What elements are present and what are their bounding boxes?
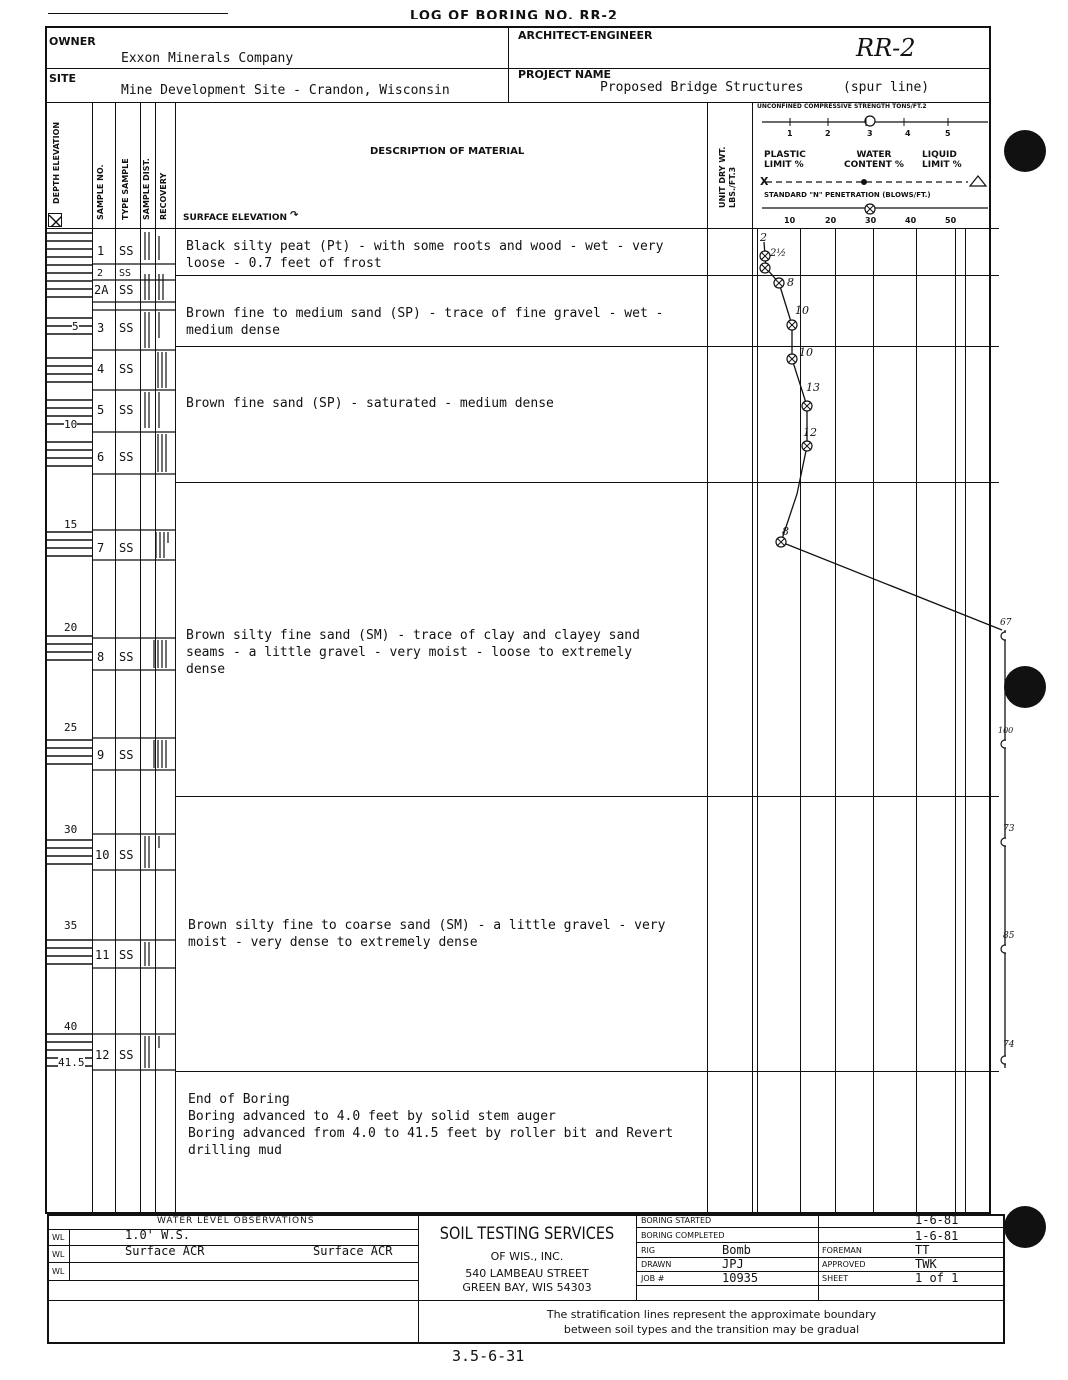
company-street: 540 LAMBEAU STREET [465,1267,589,1280]
blow-count-label: 8 [787,276,794,289]
wl-label: WL [52,1250,65,1259]
blow-count-label: 2½ [770,248,787,259]
sample-no: 1 [97,244,105,258]
sample-type: SS [119,268,132,279]
col-recovery: RECOVERY [159,172,168,220]
depth-40: 40 [64,1020,78,1033]
architect-label: ARCHITECT-ENGINEER [518,29,653,42]
binder-hole [1004,130,1046,172]
depth-41-5: 41.5 [58,1056,85,1069]
drawn-value: JPJ [722,1257,744,1271]
binder-hole [1004,1206,1046,1248]
stratum-description: Brown fine to medium sand (SP) - trace of fine gravel - wet - medium dense [186,306,664,338]
rig-value: Bomb [722,1243,751,1257]
sample-no: 12 [95,1048,110,1062]
blow-count-label: 74 [1003,1040,1015,1050]
company-sub: OF WIS., INC. [490,1250,564,1263]
blow-count-label: 8 [782,525,789,538]
x-symbol: X [760,175,769,188]
stratum-description: Black silty peat (Pt) - with some roots and wood - wet - very loose - 0.7 feet of frost [186,239,664,271]
blow-count-plot [752,228,1006,1078]
depth-corner-box [48,213,62,227]
description-header: DESCRIPTION OF MATERIAL [370,146,525,157]
foreman-value: TT [915,1243,930,1257]
sample-no: 2A [94,283,109,297]
sample-type: SS [119,244,134,258]
water-content-label: WATER CONTENT % [844,150,904,170]
stratum-description: Brown fine sand (SP) - saturated - medium dense [186,396,554,411]
standard-penetration-label: STANDARD "N" PENETRATION (BLOWS/FT.) [764,191,931,199]
stratum-description: Brown silty fine to coarse sand (SM) - a little gravel - very moist - very dense to extremely dense [188,918,666,950]
unconfined-label: UNCONFINED COMPRESSIVE STRENGTH TONS/FT.2 [757,103,927,110]
depth-25: 25 [64,721,78,734]
wl-reading-1: 1.0' W.S. [125,1228,191,1242]
col-unit-dry-wt: UNIT DRY WT. LBS./FT.3 [718,146,737,208]
sample-type: SS [119,362,134,376]
sample-no: 7 [97,541,105,555]
sample-row-marks [92,228,176,1078]
sample-type: SS [119,848,134,862]
x-mark-icon [49,215,62,227]
handwritten-boring-id: RR-2 [856,34,916,62]
company-city: GREEN BAY, WIS 54303 [462,1281,592,1294]
sample-no: 2 [97,268,104,279]
boring-started-value: 1-6-81 [915,1213,959,1227]
project-value: Proposed Bridge Structures [600,80,804,95]
plastic-limit-label: PLASTIC LIMIT % [764,150,806,170]
boring-completed-value: 1-6-81 [915,1229,959,1243]
sample-no: 9 [97,748,105,762]
water-level-title: WATER LEVEL OBSERVATIONS [157,1216,315,1226]
sheet-label: SHEET [822,1274,849,1283]
owner-value: Exxon Minerals Company [121,51,294,66]
report-title: LOG OF BORING NO. RR-2 [410,9,618,19]
site-label: SITE [49,72,77,85]
sample-no: 11 [95,948,110,962]
depth-hatching [46,228,92,1068]
sample-no: 4 [97,362,105,376]
approved-label: APPROVED [822,1260,866,1269]
sample-type: SS [119,1048,134,1062]
sample-no: 8 [97,650,105,664]
blow-count-label: 100 [998,726,1014,735]
wl-reading-2a: Surface ACR [125,1244,205,1258]
depth-10: 10 [64,418,78,431]
blow-count-label: 73 [1003,824,1015,834]
site-value: Mine Development Site - Crandon, Wisconsin [121,83,450,98]
job-value: 10935 [722,1271,759,1285]
sample-type: SS [119,650,134,664]
depth-5: 5 [72,320,79,333]
top-rule [48,13,228,14]
depth-15: 15 [64,518,78,531]
company-name: SOIL TESTING SERVICES [439,1224,615,1244]
binder-hole [1004,666,1046,708]
depth-35: 35 [64,919,78,932]
wl-label: WL [52,1233,65,1242]
stratum-description: End of Boring Boring advanced to 4.0 feet by solid stem auger Boring advanced from 4.0 to 41.5 feet by roller bit and Revert drilling mud [188,1092,674,1158]
sample-no: 5 [97,403,105,417]
col-depth: DEPTH ELEVATION [52,121,61,204]
wl-label: WL [52,1267,65,1276]
project-note: (spur line) [843,80,930,95]
wl-reading-2b: Surface ACR [313,1244,393,1258]
sample-type: SS [119,948,134,962]
liquid-limit-label: LIQUID LIMIT % [922,150,962,170]
project-label: PROJECT NAME [518,68,612,81]
sample-no: 3 [97,321,105,335]
sample-type: SS [119,748,134,762]
drawn-label: DRAWN [641,1260,672,1269]
stratification-note: The stratification lines represent the approximate boundary between soil types and the transition may be gradual [546,1308,877,1336]
sample-type: SS [119,450,134,464]
sample-no: 10 [95,848,110,862]
col-sample-dist: SAMPLE DIST. [142,158,151,220]
blow-count-label: 13 [806,381,820,394]
col-type-sample: TYPE SAMPLE [121,158,130,220]
blow-count-label: 12 [803,426,817,439]
stratum-description: Brown silty fine sand (SM) - trace of clay and clayey sand seams - a little gravel - very moist - loose to extremely dense [186,628,640,677]
boring-completed-label: BORING COMPLETED [641,1231,725,1240]
blow-count-label: 10 [799,346,813,359]
sample-type: SS [119,541,134,555]
rig-label: RIG [641,1246,656,1255]
approved-value: TWK [915,1257,937,1271]
sample-type: SS [119,283,134,297]
job-label: JOB # [641,1274,665,1283]
blow-count-label: 85 [1003,931,1015,941]
surface-elevation-arrow: ↷ [290,210,299,221]
boring-started-label: BORING STARTED [641,1216,712,1225]
page-number: 3.5-6-31 [452,1347,525,1365]
foreman-label: FOREMAN [822,1246,862,1255]
sample-no: 6 [97,450,105,464]
depth-30: 30 [64,823,78,836]
sample-type: SS [119,403,134,417]
owner-label: OWNER [49,35,96,48]
sheet-value: 1 of 1 [915,1271,959,1285]
blow-count-label: 10 [795,304,809,317]
col-sample-no: SAMPLE NO. [96,164,105,220]
depth-20: 20 [64,621,78,634]
blow-count-label: 67 [1000,618,1012,628]
sample-type: SS [119,321,134,335]
surface-elevation-label: SURFACE ELEVATION [183,213,288,223]
blow-count-label: 2 [760,231,767,244]
